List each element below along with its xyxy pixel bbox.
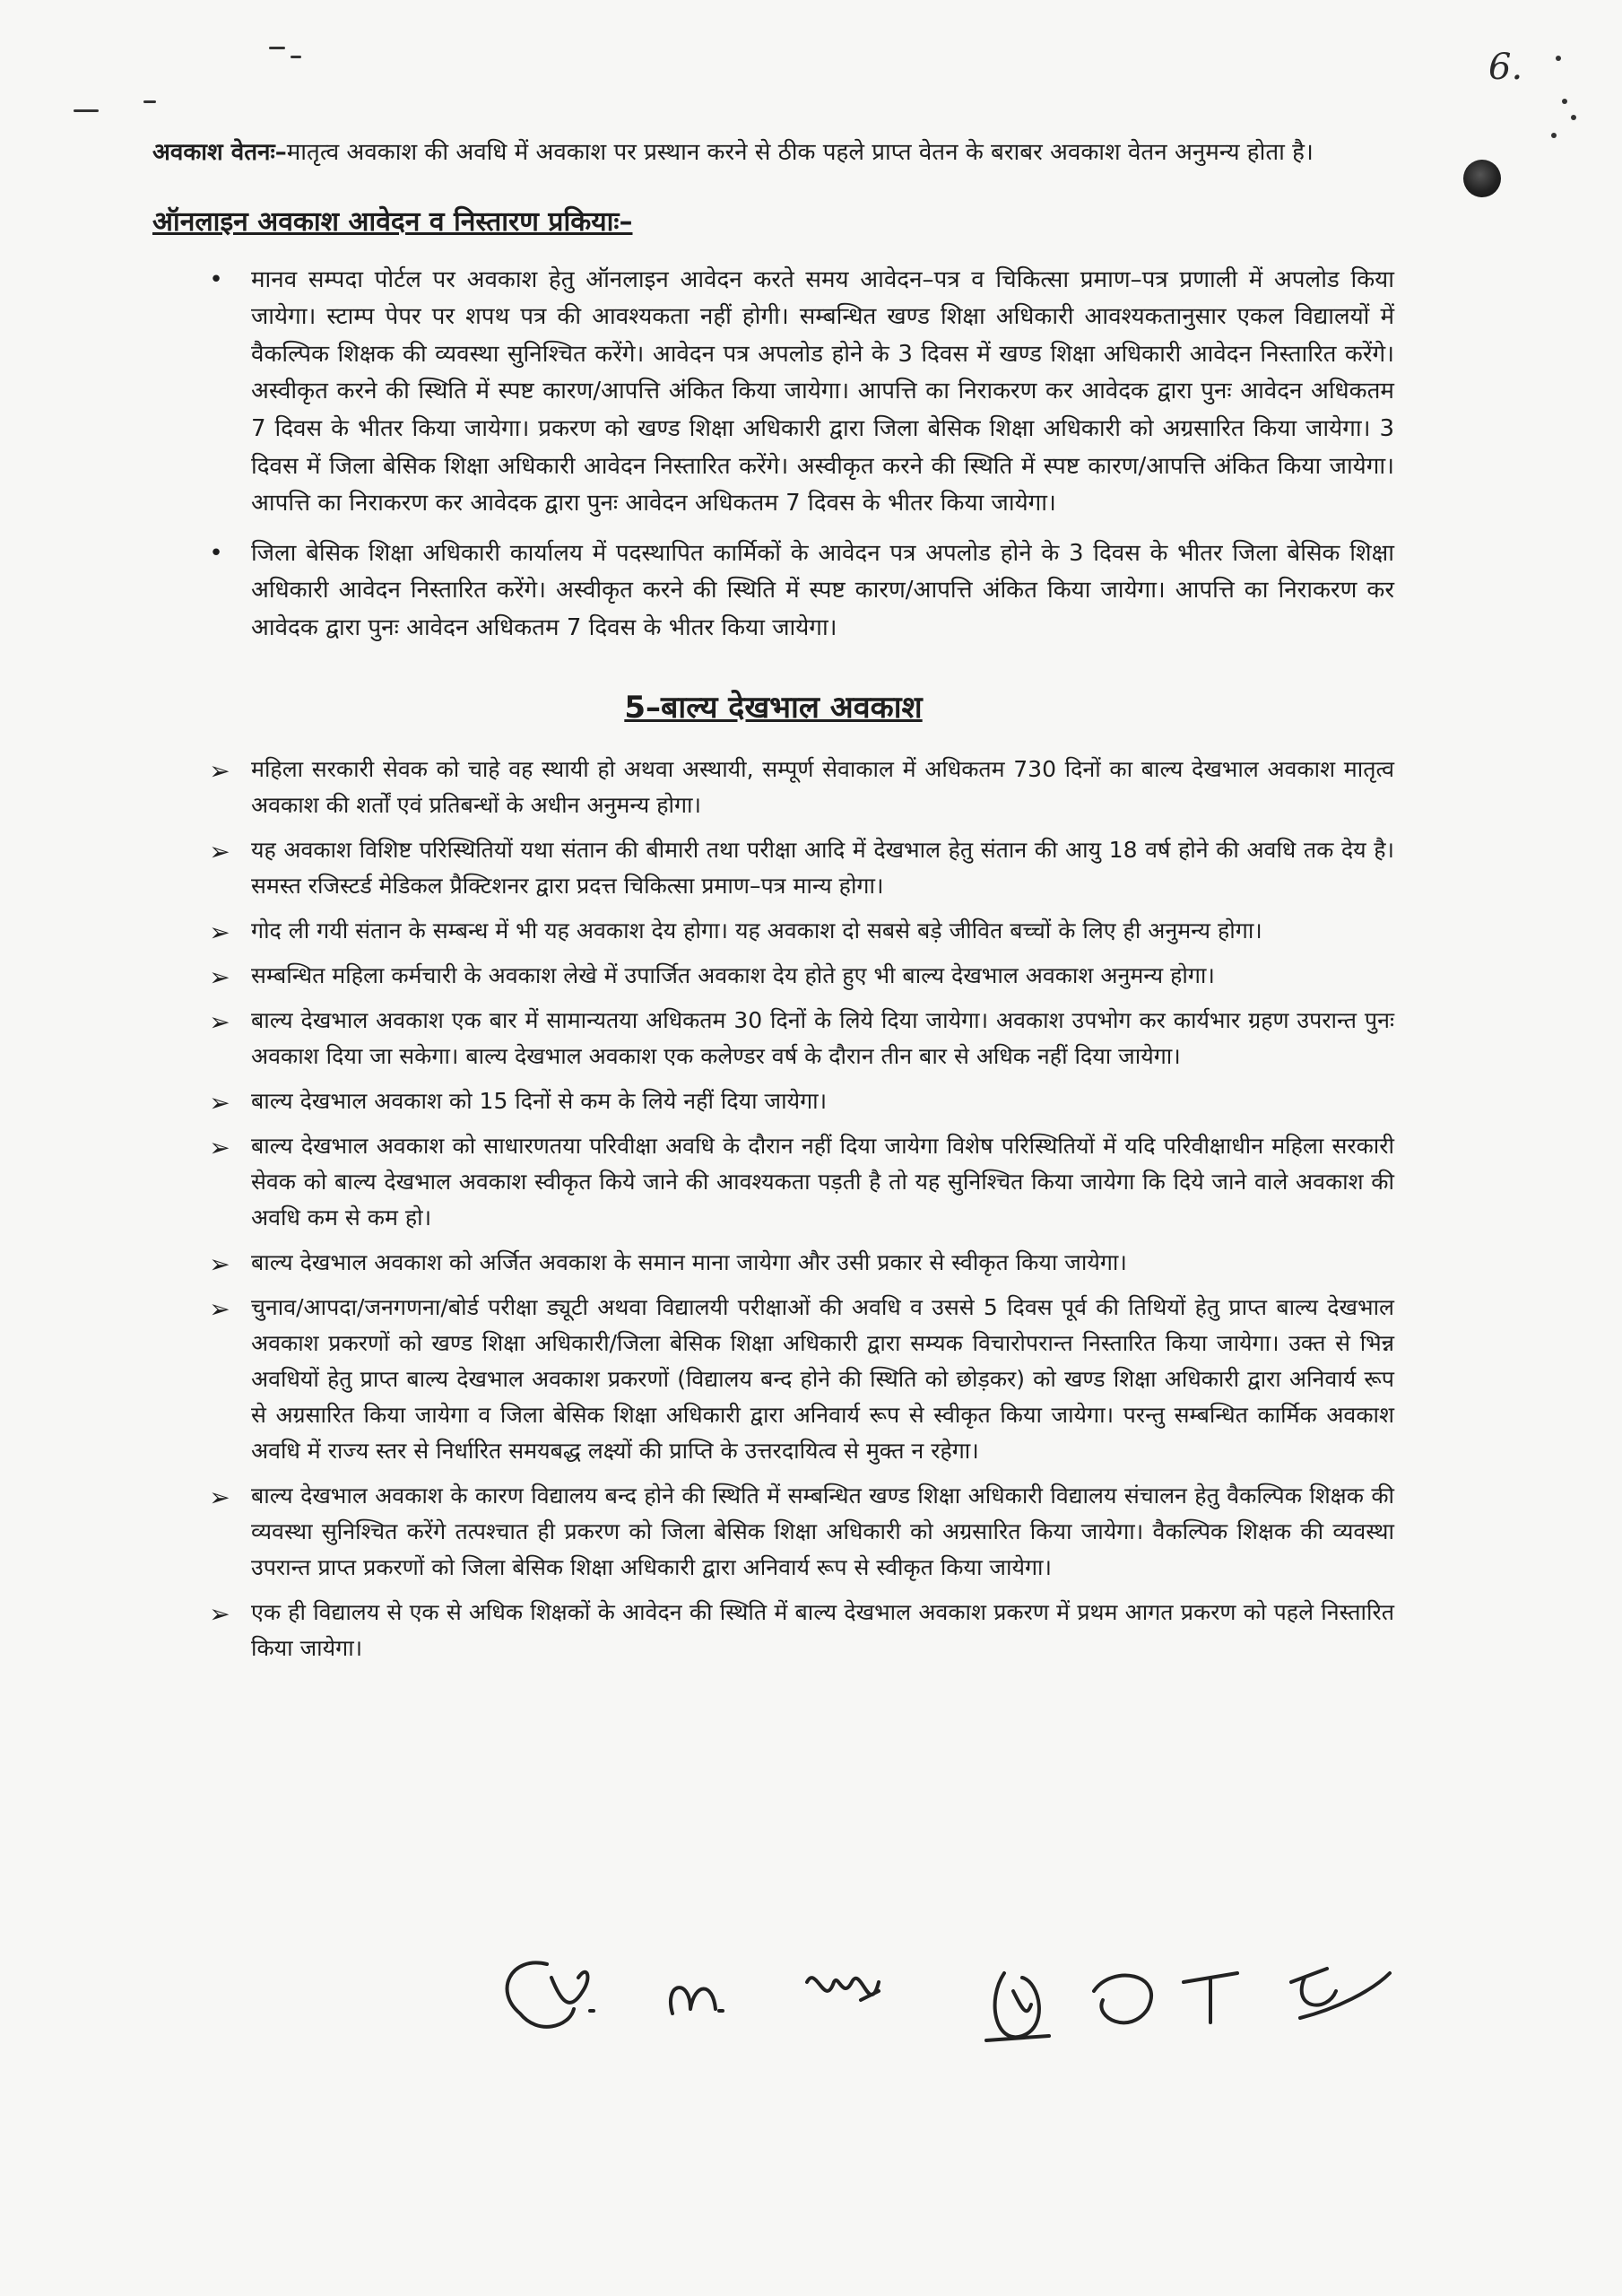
list-item [152,1478,1394,1586]
signature-1 [507,1962,594,2026]
list-item [152,1245,1394,1281]
scan-mark [291,56,301,58]
handwritten-signatures [484,1928,1417,2081]
list-item-text: बाल्य देखभाल अवकाश के कारण विद्यालय बन्द होने की स्थिति में सम्बन्धित खण्ड शिक्षा अधिकारी विद्यालय संचालन हेतु वैकल्पिक शिक्षक की व्यवस्था सुनिश्चित करेंगे तत्पश्चात ही प्रकरण को जिला बेसिक शिक्षा अधिकारी को अग्रसारित किया जायेगा। वैकल्पिक शिक्षक की व्यवस्था उपरान्त प्राप्त प्रकरणों को जिला बेसिक शिक्षा अधिकारी द्वारा अनिवार्य रूप से स्वीकृत किया जायेगा। [251,1482,1394,1580]
list-item-text: बाल्य देखभाल अवकाश को साधारणतया परिवीक्षा अवधि के दौरान नहीं दिया जायेगा विशेष परिस्थितियों में यदि परिवीक्षाधीन महिला सरकारी सेवक को बाल्य देखभाल अवकाश स्वीकृत किये जाने की आवश्यकता पड़ती है तो यह सुनिश्चित किया जायेगा कि दिये जाने वाले अवकाश की अवधि कम से कम हो। [251,1132,1394,1231]
list-item [152,958,1394,994]
child-care-list [152,752,1394,1666]
leave-salary-label: अवकाश वेतनः– [152,139,287,166]
arrow-bullet-icon: ➢ [209,917,230,947]
signature-2 [671,1987,723,2013]
list-item [152,913,1394,949]
online-process-heading: ऑनलाइन अवकाश आवेदन व निस्तारण प्रकियाः– [152,205,633,238]
arrow-bullet-icon: ➢ [209,1248,230,1279]
arrow-bullet-icon: ➢ [209,961,230,992]
list-item-text: महिला सरकारी सेवक को चाहे वह स्थायी हो अथवा अस्थायी, सम्पूर्ण सेवाकाल में अधिकतम 730 दिनों का बाल्य देखभाल अवकाश मातृत्व अवकाश की शर्तों एवं प्रतिबन्धों के अधीन अनुमन्य होगा। [251,755,1394,818]
signature-6 [1291,1969,1390,2018]
document-body [152,135,1394,1675]
list-item-text: बाल्य देखभाल अवकाश एक बार में सामान्यतया अधिकतम 30 दिनों के लिये दिया जायेगा। अवकाश उपभोग कर कार्यभार ग्रहण उपरान्त पुनः अवकाश दिया जा सकेगा। बाल्य देखभाल अवकाश एक कलेण्डर वर्ष के दौरान तीन बार से अधिक नहीं दिया जायेगा। [251,1006,1394,1069]
scan-mark [143,100,156,103]
online-process-list [152,262,1394,648]
list-item-text: सम्बन्धित महिला कर्मचारी के अवकाश लेखे में उपार्जित अवकाश देय होते हुए भी बाल्य देखभाल अवकाश अनुमन्य होगा। [251,961,1215,988]
list-item-text: चुनाव/आपदा/जनगणना/बोर्ड परीक्षा ड्यूटी अथवा विद्यालयी परीक्षाओं की अवधि व उससे 5 दिवस पूर्व की तिथियों हेतु प्राप्त बाल्य देखभाल अवकाश प्रकरणों को खण्ड शिक्षा अधिकारी/जिला बेसिक शिक्षा अधिकारी द्वारा सम्यक विचारोपरान्त निस्तारित किया जायेगा। उक्त से भिन्न अवधियों हेतु प्राप्त बाल्य देखभाल अवकाश प्रकरणों (विद्यालय बन्द होने की स्थिति को छोड़कर) को खण्ड शिक्षा अधिकारी द्वारा अनिवार्य रूप से अग्रसारित किया जायेगा व जिला बेसिक शिक्षा अधिकारी द्वारा अनिवार्य रूप से स्वीकृत किया जायेगा। परन्तु सम्बन्धित कार्मिक अवकाश अवधि में राज्य स्तर से निर्धारित समयबद्ध लक्ष्यों की प्राप्ति के उत्तरदायित्व से मुक्त न रहेगा। [251,1293,1394,1464]
list-item-text: यह अवकाश विशिष्ट परिस्थितियों यथा संतान की बीमारी तथा परीक्षा आदि में देखभाल हेतु संतान की आयु 18 वर्ष होने की अवधि तक देय है। समस्त रजिस्टर्ड मेडिकल प्रैक्टिशनर द्वारा प्रदत्त चिकित्सा प्रमाण–पत्र मान्य होगा। [251,836,1394,899]
list-item-text: बाल्य देखभाल अवकाश को 15 दिनों से कम के लिये नहीं दिया जायेगा। [251,1087,828,1114]
page-number: 6. [1488,47,1523,88]
list-item [152,1128,1394,1236]
punch-hole [1463,160,1501,197]
signature-4 [986,1973,1049,2040]
list-item-text: गोद ली गयी संतान के सम्बन्ध में भी यह अवकाश देय होगा। यह अवकाश दो सबसे बड़े जीवित बच्चों के लिए ही अनुमन्य होगा। [251,917,1262,944]
bullet-dot: • [209,539,223,567]
list-item [152,262,1394,523]
signature-3 [807,1978,879,2000]
bullet-dot: • [209,265,223,293]
list-item [152,832,1394,904]
list-item-text: जिला बेसिक शिक्षा अधिकारी कार्यालय में पदस्थापित कार्मिकों के आवेदन पत्र अपलोड होने के 3 दिवस के भीतर जिला बेसिक शिक्षा अधिकारी आवेदन निस्तारित करेंगे। अस्वीकृत करने की स्थिति में स्पष्ट कारण/आपत्ति अंकित किया जायेगा। आपत्ति का निराकरण कर आवेदक द्वारा पुनः आवेदन अधिकतम 7 दिवस के भीतर किया जायेगा। [251,539,1394,641]
list-item-text: एक ही विद्यालय से एक से अधिक शिक्षकों के आवेदन की स्थिति में बाल्य देखभाल अवकाश प्रकरण में प्रथम आगत प्रकरण को पहले निस्तारित किया जायेगा। [251,1598,1394,1661]
arrow-bullet-icon: ➢ [209,1132,230,1162]
arrow-bullet-icon: ➢ [209,836,230,866]
leave-salary-text: मातृत्व अवकाश की अवधि में अवकाश पर प्रस्थान करने से ठीक पहले प्राप्त वेतन के बराबर अवकाश वेतन अनुमन्य होता है। [286,139,1314,166]
arrow-bullet-icon: ➢ [209,1006,230,1037]
leave-salary-paragraph [152,135,1394,172]
scan-mark [269,47,285,49]
list-item [152,535,1394,648]
list-item-text: बाल्य देखभाल अवकाश को अर्जित अवकाश के समान माना जायेगा और उसी प्रकार से स्वीकृत किया जायेगा। [251,1248,1127,1275]
signature-row [484,1928,1417,2081]
arrow-bullet-icon: ➢ [209,1598,230,1629]
list-item [152,1003,1394,1074]
list-item [152,1595,1394,1666]
arrow-bullet-icon: ➢ [209,1482,230,1512]
list-item [152,1290,1394,1469]
signature-5 [1094,1973,1237,2022]
list-item [152,1083,1394,1119]
list-item-text: मानव सम्पदा पोर्टल पर अवकाश हेतु ऑनलाइन आवेदन करते समय आवेदन–पत्र व चिकित्सा प्रमाण–पत्र प्रणाली में अपलोड किया जायेगा। स्टाम्प पेपर पर शपथ पत्र की आवश्यकता नहीं होगी। सम्बन्धित खण्ड शिक्षा अधिकारी आवश्यकतानुसार एकल विद्यालयों में वैकल्पिक शिक्षक की व्यवस्था सुनिश्चित करेंगे। आवेदन पत्र अपलोड होने के 3 दिवस में खण्ड शिक्षा अधिकारी आवेदन निस्तारित करेंगे। अस्वीकृत करने की स्थिति में स्पष्ट कारण/आपत्ति अंकित किया जायेगा। आपत्ति का निराकरण कर आवेदक द्वारा पुनः आवेदन अधिकतम 7 दिवस के भीतर किया जायेगा। प्रकरण को खण्ड शिक्षा अधिकारी द्वारा जिला बेसिक शिक्षा अधिकारी को अग्रसारित किया जायेगा। 3 दिवस में जिला बेसिक शिक्षा अधिकारी आवेदन निस्तारित करेंगे। अस्वीकृत करने की स्थिति में स्पष्ट कारण/आपत्ति अंकित किया जायेगा। आपत्ति का निराकरण कर आवेदक द्वारा पुनः आवेदन अधिकतम 7 दिवस के भीतर किया जायेगा। [251,265,1394,517]
arrow-bullet-icon: ➢ [209,1293,230,1324]
scan-mark [74,109,99,112]
arrow-bullet-icon: ➢ [209,1087,230,1118]
child-care-heading: 5–बाल्य देखभाल अवकाश [624,689,923,726]
list-item [152,752,1394,823]
arrow-bullet-icon: ➢ [209,755,230,786]
